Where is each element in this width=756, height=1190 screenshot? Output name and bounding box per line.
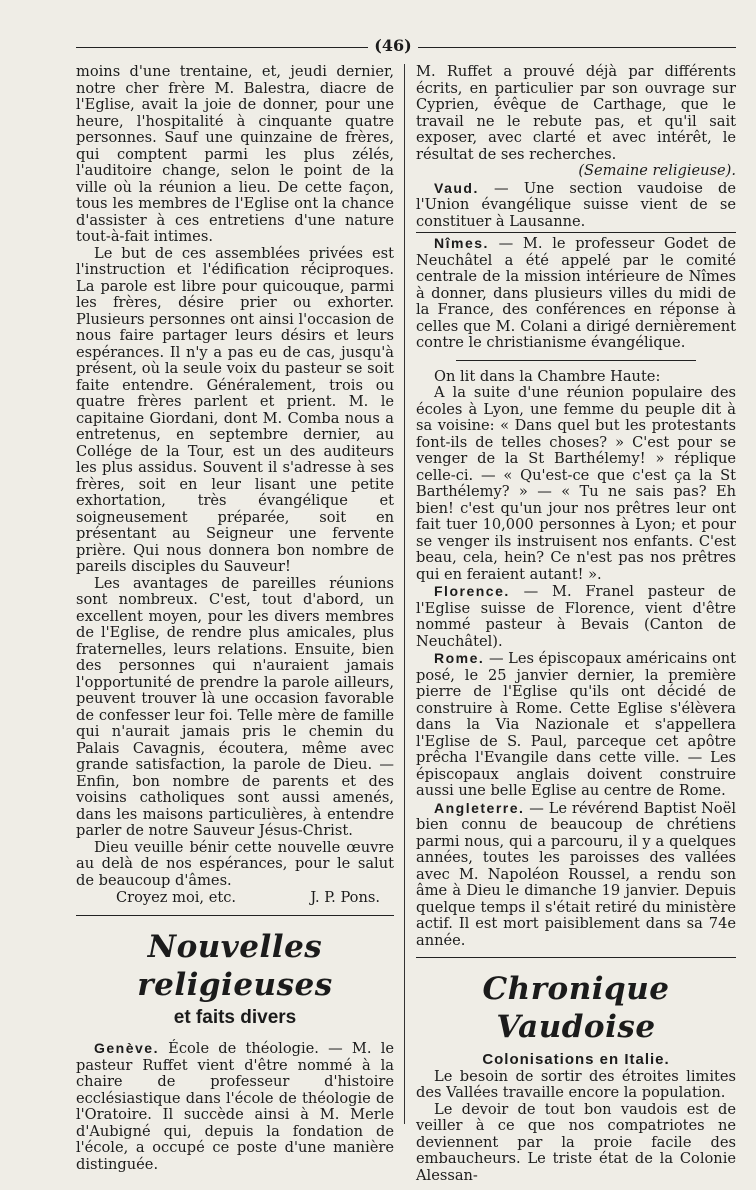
subsection-title: Colonisations en Italie. <box>482 1051 670 1068</box>
news-location: Angleterre. <box>434 799 525 816</box>
article-paragraph: Le besoin de sortir des étroites limites des Vallées travaille encore la population. <box>416 1067 736 1101</box>
news-location: Nîmes. <box>434 235 489 251</box>
article-paragraph: Dieu veuille bénir cette nouvelle œuvre au delà de nos espérances, pour le salut de beaucoup d'âmes. <box>76 838 394 889</box>
section-rule <box>416 957 736 958</box>
article-paragraph: Le devoir de tout bon vaudois est de veiller à ce que nos compatriotes ne deviennent par la proie facile des embaucheurs. Le triste état de la Colonie Alessan- <box>416 1100 736 1184</box>
news-item <box>416 800 736 950</box>
news-item <box>416 650 736 800</box>
news-location: Genève. <box>94 1040 159 1056</box>
column-divider <box>404 64 405 1124</box>
news-item <box>416 583 736 650</box>
article-paragraph: A la suite d'une réunion populaire des écoles à Lyon, une femme du peuple dit à sa voisine: « Dans quel but les protestants font-ils de telles choses? » C'est pour se venger de la St Barthélemy! » réplique celle-ci. — « Qu'est-ce que c'est ça la St Barthélemy? » — « Tu ne sais pas? Eh bien! c'est qu'un jour nos prêtres leur ont fait tuer 10,000 personnes à Lyon; et pour se venger ils instruisent nos enfants. C'est beau, cela, hein? Ce n'est pas nos prêtres qui en feraient autant! ». <box>416 384 736 583</box>
article-paragraph: M. Ruffet a prouvé déjà par différents écrits, en particulier par son ouvrage sur Cyprien, évêque de Carthage, que le travail ne le rebute pas, et qu'il sait exposer, avec clarté et avec intérêt, le résultat de ses recherches. <box>416 63 736 163</box>
header-rule-right <box>418 47 736 48</box>
item-rule <box>416 232 736 233</box>
section-title: Chronique Vaudoise <box>482 971 670 1045</box>
quote-intro: On lit dans la Chambre Haute: <box>434 367 661 385</box>
section-rule <box>76 915 394 916</box>
source-text: (Semaine religieuse). <box>578 162 736 179</box>
news-text: — M. Franel pasteur de l'Eglise suisse de Florence, vient d'être nommé pasteur à Bevais (Canton de Neuchâtel). <box>416 583 736 650</box>
news-text: — Le révérend Baptist Noël bien connu de beaucoup de chrétiens parmi nous, qui a parcouru, il y a quelques années, toutes les paroisses des vallées avec M. Napoléon Roussel, a rendu son âme à Dieu le dimanche 19 janvier. Depuis quelque temps il s'était retiré du ministère actif. Il est mort paisiblement dans sa 74e année. <box>416 799 736 949</box>
letter-signoff <box>76 890 394 907</box>
closing-text: Croyez moi, etc. <box>116 889 237 906</box>
article-paragraph: moins d'une trentaine, et, jeudi dernier, notre cher frère M. Balestra, diacre de l'Eglise, avait la joie de donner, pour une heure, l'hospitalité à cinquante quatre personnes. Sauf une quinzaine de frères, qui comptent parmi les plus zélés, l'auditoire change, selon le point de la ville où la réunion a lieu. De cette façon, tous les membres de l'Eglise ont la chance d'assister à ces entretiens d'une nature tout-à-fait intimes. <box>76 63 394 245</box>
section-subtitle: et faits divers <box>173 1006 297 1028</box>
news-location: Rome. <box>434 650 485 666</box>
signature: J. P. Pons. <box>310 889 380 906</box>
source-citation <box>416 163 736 180</box>
article-paragraph: Les avantages de pareilles réunions sont nombreux. C'est, tout d'abord, un excellent moyen, pour les divers membres de l'Eglise, de rendre plus amicales, plus fraternelles, leurs relations. Ensuite, bien des personnes qui n'auraient jamais l'opportunité de prendre la parole ailleurs, peuvent trouver là une occasion favorable de confesser leur foi. Telle mère de famille qui n'aurait jamais pris le chemin du Palais Cavagnis, écoutera, même avec grande satisfaction, la parole de Dieu. — Enfin, bon nombre de parents et des voisins catholiques sont aussi amenés, dans les maisons particulières, à entendre parler de notre Sauveur Jésus-Christ. <box>76 574 394 839</box>
article-paragraph: Le but de ces assemblées privées est l'instruction et l'édification réciproques. La parole est libre pour quicouque, parmi les frères, désire prier ou exhorter. Plusieurs personnes ont ainsi l'occasion de nous faire partager leurs désirs et leurs espérances. Il n'y a pas eu de cas, jusqu'à présent, où la seule voix du pasteur se soit faite entendre. Généralement, trois ou quatre frères parlent et prient. M. le capitaine Giordani, dont M. Comba nous a entretenus, en septembre dernier, au Collége de la Tour, est un des auditeurs les plus assidus. Souvent il s'adresse à ses frères, soit en leur lisant une petite exhortation, très évangélique et soigneusement préparée, soit en présentant au Seigneur une fervente prière. Qui nous donnera bon nombre de pareils disciples du Sauveur! <box>76 244 394 575</box>
news-text: École de théologie. — M. le pasteur Ruffet vient d'être nommé à la chaire de professeur d'histoire ecclésiastique dans l'école de théologie de l'Oratoire. Il succède ainsi à M. Merle d'Aubigné qui, depuis la fondation de l'école, a occupé ce poste d'une manière distinguée. <box>76 1040 394 1173</box>
news-text: — Une section vaudoise de l'Union évangélique suisse vient de se constituer à Lausanne. <box>416 179 736 230</box>
section-title: Nouvelles religieuses <box>137 928 333 1003</box>
page-header <box>76 36 736 58</box>
header-rule-left <box>76 47 368 48</box>
page-number: (46) <box>374 36 412 55</box>
right-column <box>416 64 736 1184</box>
news-location: Florence. <box>434 583 510 599</box>
left-column <box>76 64 394 1173</box>
item-rule <box>456 360 696 361</box>
news-location: Vaud. <box>434 179 479 196</box>
news-text: — Les épiscopaux américains ont posé, le 25 janvier dernier, la première pierre de l'Eglise qu'ils ont décidé de construire à Rome. Cette Eglise s'élèvera dans la Via Nazionale et s'appellera l'Eglise de S. Paul, parceque cet apôtre prêcha l'Evangile dans cette ville. — Les épiscopaux anglais doivent construire aussi une belle Eglise au centre de Rome. <box>416 650 736 799</box>
news-text: — M. le professeur Godet de Neuchâtel a été appelé par le comité centrale de la mission intérieure de Nîmes à donner, dans plusieurs villes du midi de la France, des conférences en réponse à celles que M. Colani a dirigé dernièrement contre le christianisme évangélique. <box>416 235 736 351</box>
news-item <box>416 180 736 231</box>
news-item <box>76 1040 394 1173</box>
news-item <box>416 235 736 352</box>
